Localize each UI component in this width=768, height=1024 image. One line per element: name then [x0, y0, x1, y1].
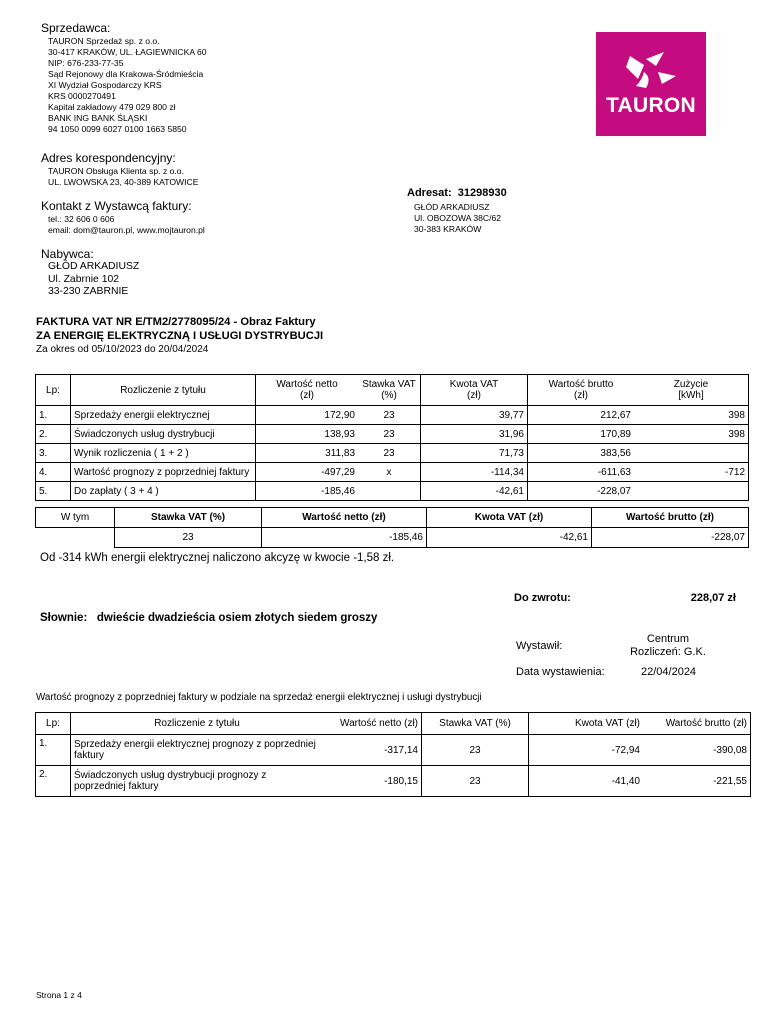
issued-value: Centrum Rozliczeń: G.K. [630, 633, 706, 658]
invoice-period: Za okres od 05/10/2023 do 20/04/2024 [36, 344, 209, 355]
col-desc-header: Rozliczenie z tytułu [71, 375, 256, 406]
buyer-line: 33-230 ZABRNIE [48, 286, 129, 297]
table-header-row: Lp: Rozliczenie z tytułu Wartość netto (zł) Stawka VAT (%) Kwota VAT (zł) Wartość brutto (zł) [36, 713, 751, 735]
vat-breakdown-table [35, 507, 749, 548]
addressee-line: Ul. OBOZOWA 38C/62 [414, 213, 502, 223]
invoice-subtitle: ZA ENERGIĘ ELEKTRYCZNĄ I USŁUGI DYSTRYBUCJI [36, 330, 324, 342]
col-usage-header: Zużycie [kWh] [634, 375, 749, 406]
amount-in-words [40, 612, 377, 624]
col-lp-header: Lp: [36, 375, 71, 406]
invoice-title: FAKTURA VAT NR E/TM2/2778095/24 - Obraz Faktury [36, 316, 316, 328]
logo-text: TAURON [605, 94, 697, 117]
contact-heading: Kontakt z Wystawcą faktury: [41, 199, 192, 213]
correspondence-line: TAURON Obsługa Klienta sp. z o.o. [48, 166, 184, 176]
table-row: 2. Świadczonych usług dystrybucji prognozy z poprzedniej faktury -180,15 23 -41,40 -221,55 [36, 766, 751, 797]
seller-heading: Sprzedawca: [41, 21, 111, 35]
contact-email: email: dom@tauron.pl, www.mojtauron.pl [48, 225, 205, 235]
buyer-line: GŁÓD ARKADIUSZ [48, 261, 140, 272]
forecast-caption: Wartość prognozy z poprzedniej faktury w podziale na sprzedaż energii elektrycznej i usługi dystrybucji [36, 692, 482, 703]
table-header-row [36, 375, 749, 406]
addressee-label: Adresat: [407, 187, 452, 199]
tauron-logo [596, 32, 706, 136]
table-row: 23 -185,46 -42,61 -228,07 [36, 528, 749, 548]
buyer-address [48, 261, 139, 299]
col-vat-header: Kwota VAT (zł) [421, 375, 528, 406]
table-row: 1. Sprzedaży energii elektrycznej prognozy z poprzedniej faktury -317,14 23 -72,94 -390,08 [36, 735, 751, 766]
addressee-address [414, 202, 501, 235]
addressee-heading [407, 187, 507, 199]
forecast-table [35, 712, 751, 797]
refund-label: Do zwrotu: [514, 592, 571, 604]
table-row: 4. Wartość prognozy z poprzedniej faktury -497,29 x -114,34 -611,63 -712 [36, 463, 749, 482]
issue-date: 22/04/2024 [641, 666, 697, 678]
seller-line: NIP: 676-233-77-35 [48, 58, 124, 68]
table-row: 1. Sprzedaży energii elektrycznej 172,90 23 39,77 212,67 398 [36, 406, 749, 425]
col-net-header: Wartość netto (zł) [256, 375, 359, 406]
page-number: Strona 1 z 4 [36, 990, 82, 1000]
table-header-row: W tym Stawka VAT (%) Wartość netto (zł) Kwota VAT (zł) Wartość brutto (zł) [36, 508, 749, 528]
seller-line: Sąd Rejonowy dla Krakowa-Śródmieścia [48, 69, 204, 79]
addressee-number: 31298930 [457, 187, 507, 199]
seller-line: KRS 0000270491 [48, 91, 116, 101]
refund-amount: 228,07 zł [690, 592, 736, 604]
seller-line: XI Wydział Gospodarczy KRS [48, 80, 162, 90]
correspondence-heading: Adres korespondencyjny: [41, 151, 176, 165]
col-rate-header: Stawka VAT (%) [358, 375, 421, 406]
seller-line: Kapitał zakładowy 479 029 800 zł [48, 102, 176, 112]
tauron-symbol-icon [596, 32, 706, 136]
seller-line: 30-417 KRAKÓW, UL. ŁAGIEWNICKA 60 [48, 47, 207, 57]
contact-details [48, 214, 205, 236]
addressee-line: 30-383 KRAKÓW [414, 224, 482, 234]
issued-label: Wystawił: [516, 640, 563, 652]
seller-line: 94 1050 0099 6027 0100 1663 5850 [48, 124, 187, 134]
contact-phone: tel.: 32 606 0 606 [48, 214, 115, 224]
seller-line: TAURON Sprzedaż sp. z o.o. [48, 36, 160, 46]
words-label: Słownie: [40, 612, 88, 624]
table-row: 2. Świadczonych usług dystrybucji 138,93 23 31,96 170,89 398 [36, 425, 749, 444]
addressee-line: GŁÓD ARKADIUSZ [414, 202, 490, 212]
correspondence-address [48, 166, 198, 188]
table-row: 5. Do zapłaty ( 3 + 4 ) -185,46 -42,61 -228,07 [36, 482, 749, 501]
excise-note: Od -314 kWh energii elektrycznej naliczono akcyzę w kwocie -1,58 zł. [40, 552, 395, 564]
settlement-table [35, 374, 749, 501]
words-value: dwieście dwadzieścia osiem złotych siedem groszy [96, 612, 378, 624]
correspondence-line: UL. LWOWSKA 23, 40-389 KATOWICE [48, 177, 199, 187]
buyer-line: Ul. Zabrnie 102 [48, 273, 120, 285]
table-row: 3. Wynik rozliczenia ( 1 + 2 ) 311,83 23 71,73 383,56 [36, 444, 749, 463]
buyer-heading: Nabywca: [41, 247, 94, 261]
seller-line: BANK ING BANK ŚLĄSKI [48, 113, 148, 123]
issue-date-label: Data wystawienia: [516, 666, 605, 678]
seller-address [48, 36, 207, 135]
col-gross-header: Wartość brutto (zł) [528, 375, 635, 406]
